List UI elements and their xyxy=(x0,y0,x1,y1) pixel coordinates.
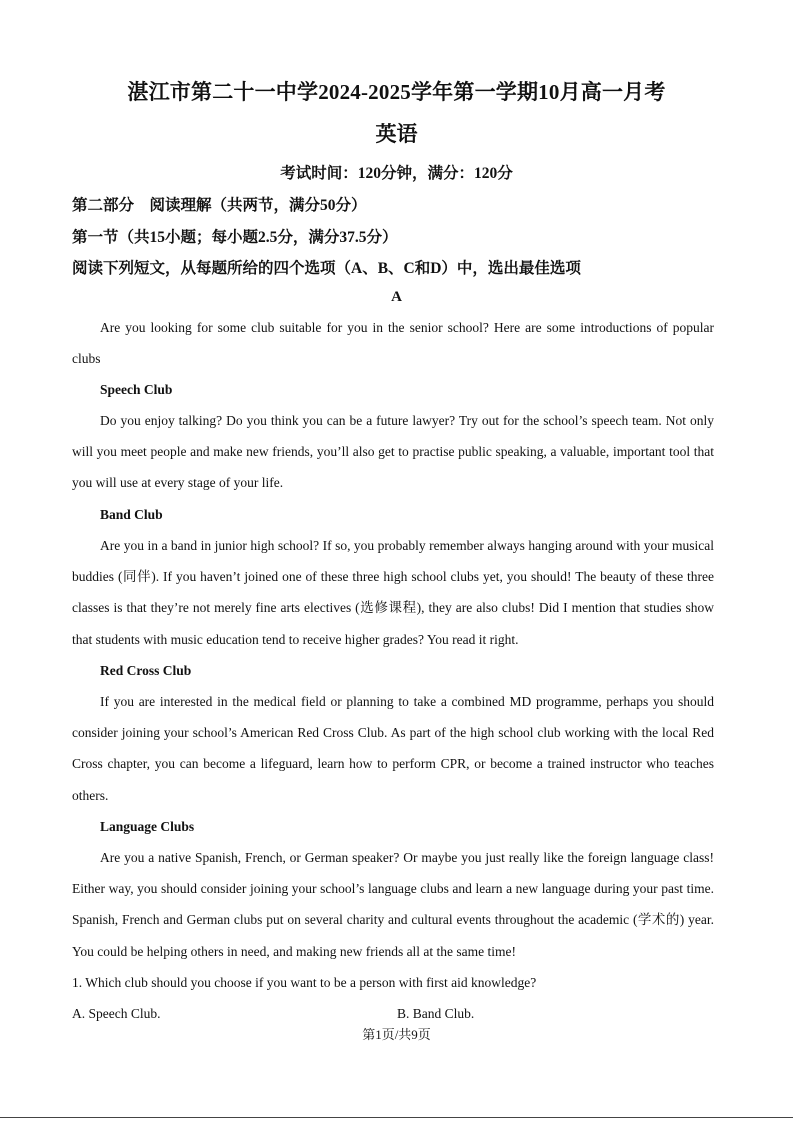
club-text-speech: Do you enjoy talking? Do you think you can be a future lawyer? Try out for the school’s speech team. Not only will you meet people and make new friends, you’ll also get to practise public speaking, a valuable, important tool that you will use at every stage of your life. xyxy=(72,413,714,491)
exam-title: 湛江市第二十一中学2024-2025学年第一学期10月高一月考 xyxy=(127,80,666,104)
part-heading: 第二部分 阅读理解（共两节，满分50分） xyxy=(72,197,367,214)
club-heading-speech: Speech Club xyxy=(100,382,173,397)
club-heading-red-cross: Red Cross Club xyxy=(100,663,192,678)
question-1-option-b: B. Band Club. xyxy=(397,1006,475,1021)
club-text-red-cross: If you are interested in the medical field or planning to take a combined MD programme, perhaps you should consider joining your school’s American Red Cross Club. As part of the high school club working with the local Red Cross chapter, you can become a lifeguard, learn how to perform CPR, or become a trained instructor who teaches others. xyxy=(72,694,714,803)
bottom-divider xyxy=(0,1117,793,1118)
subject-title: 英语 xyxy=(375,122,418,146)
passage-intro: Are you looking for some club suitable for you in the senior school? Here are some introductions of popular clubs xyxy=(72,320,714,367)
club-heading-band: Band Club xyxy=(100,507,163,522)
question-1-option-a: A. Speech Club. xyxy=(72,1006,161,1021)
exam-info: 考试时间：120分钟，满分：120分 xyxy=(280,165,513,182)
subsection-heading: 第一节（共15小题；每小题2.5分，满分37.5分） xyxy=(72,229,398,246)
club-text-band: Are you in a band in junior high school? If so, you probably remember always hanging around with your musical buddies (同伴). If you haven’t joined one of these three high school clubs yet, you should! The beauty of these three classes is that they’re not merely fine arts electives (选修课程), they are also clubs! Did I mention that studies show that students with music education tend to receive higher grades? You read it right. xyxy=(72,538,714,647)
page-number: 第1页/共9页 xyxy=(362,1027,431,1042)
club-text-language: Are you a native Spanish, French, or German speaker? Or maybe you just really like the foreign language class! Either way, you should consider joining your school’s language clubs and learn a new language during your past time. Spanish, French and German clubs put on several charity and cultural events throughout the academic (学术的) year. You could be helping others in need, and making new friends all at the same time! xyxy=(72,850,714,959)
club-heading-language: Language Clubs xyxy=(100,819,195,834)
passage-label: A xyxy=(391,289,402,305)
question-1-stem: 1. Which club should you choose if you want to be a person with first aid knowledge? xyxy=(72,975,537,990)
instruction: 阅读下列短文，从每题所给的四个选项（A、B、C和D）中，选出最佳选项 xyxy=(72,260,581,277)
